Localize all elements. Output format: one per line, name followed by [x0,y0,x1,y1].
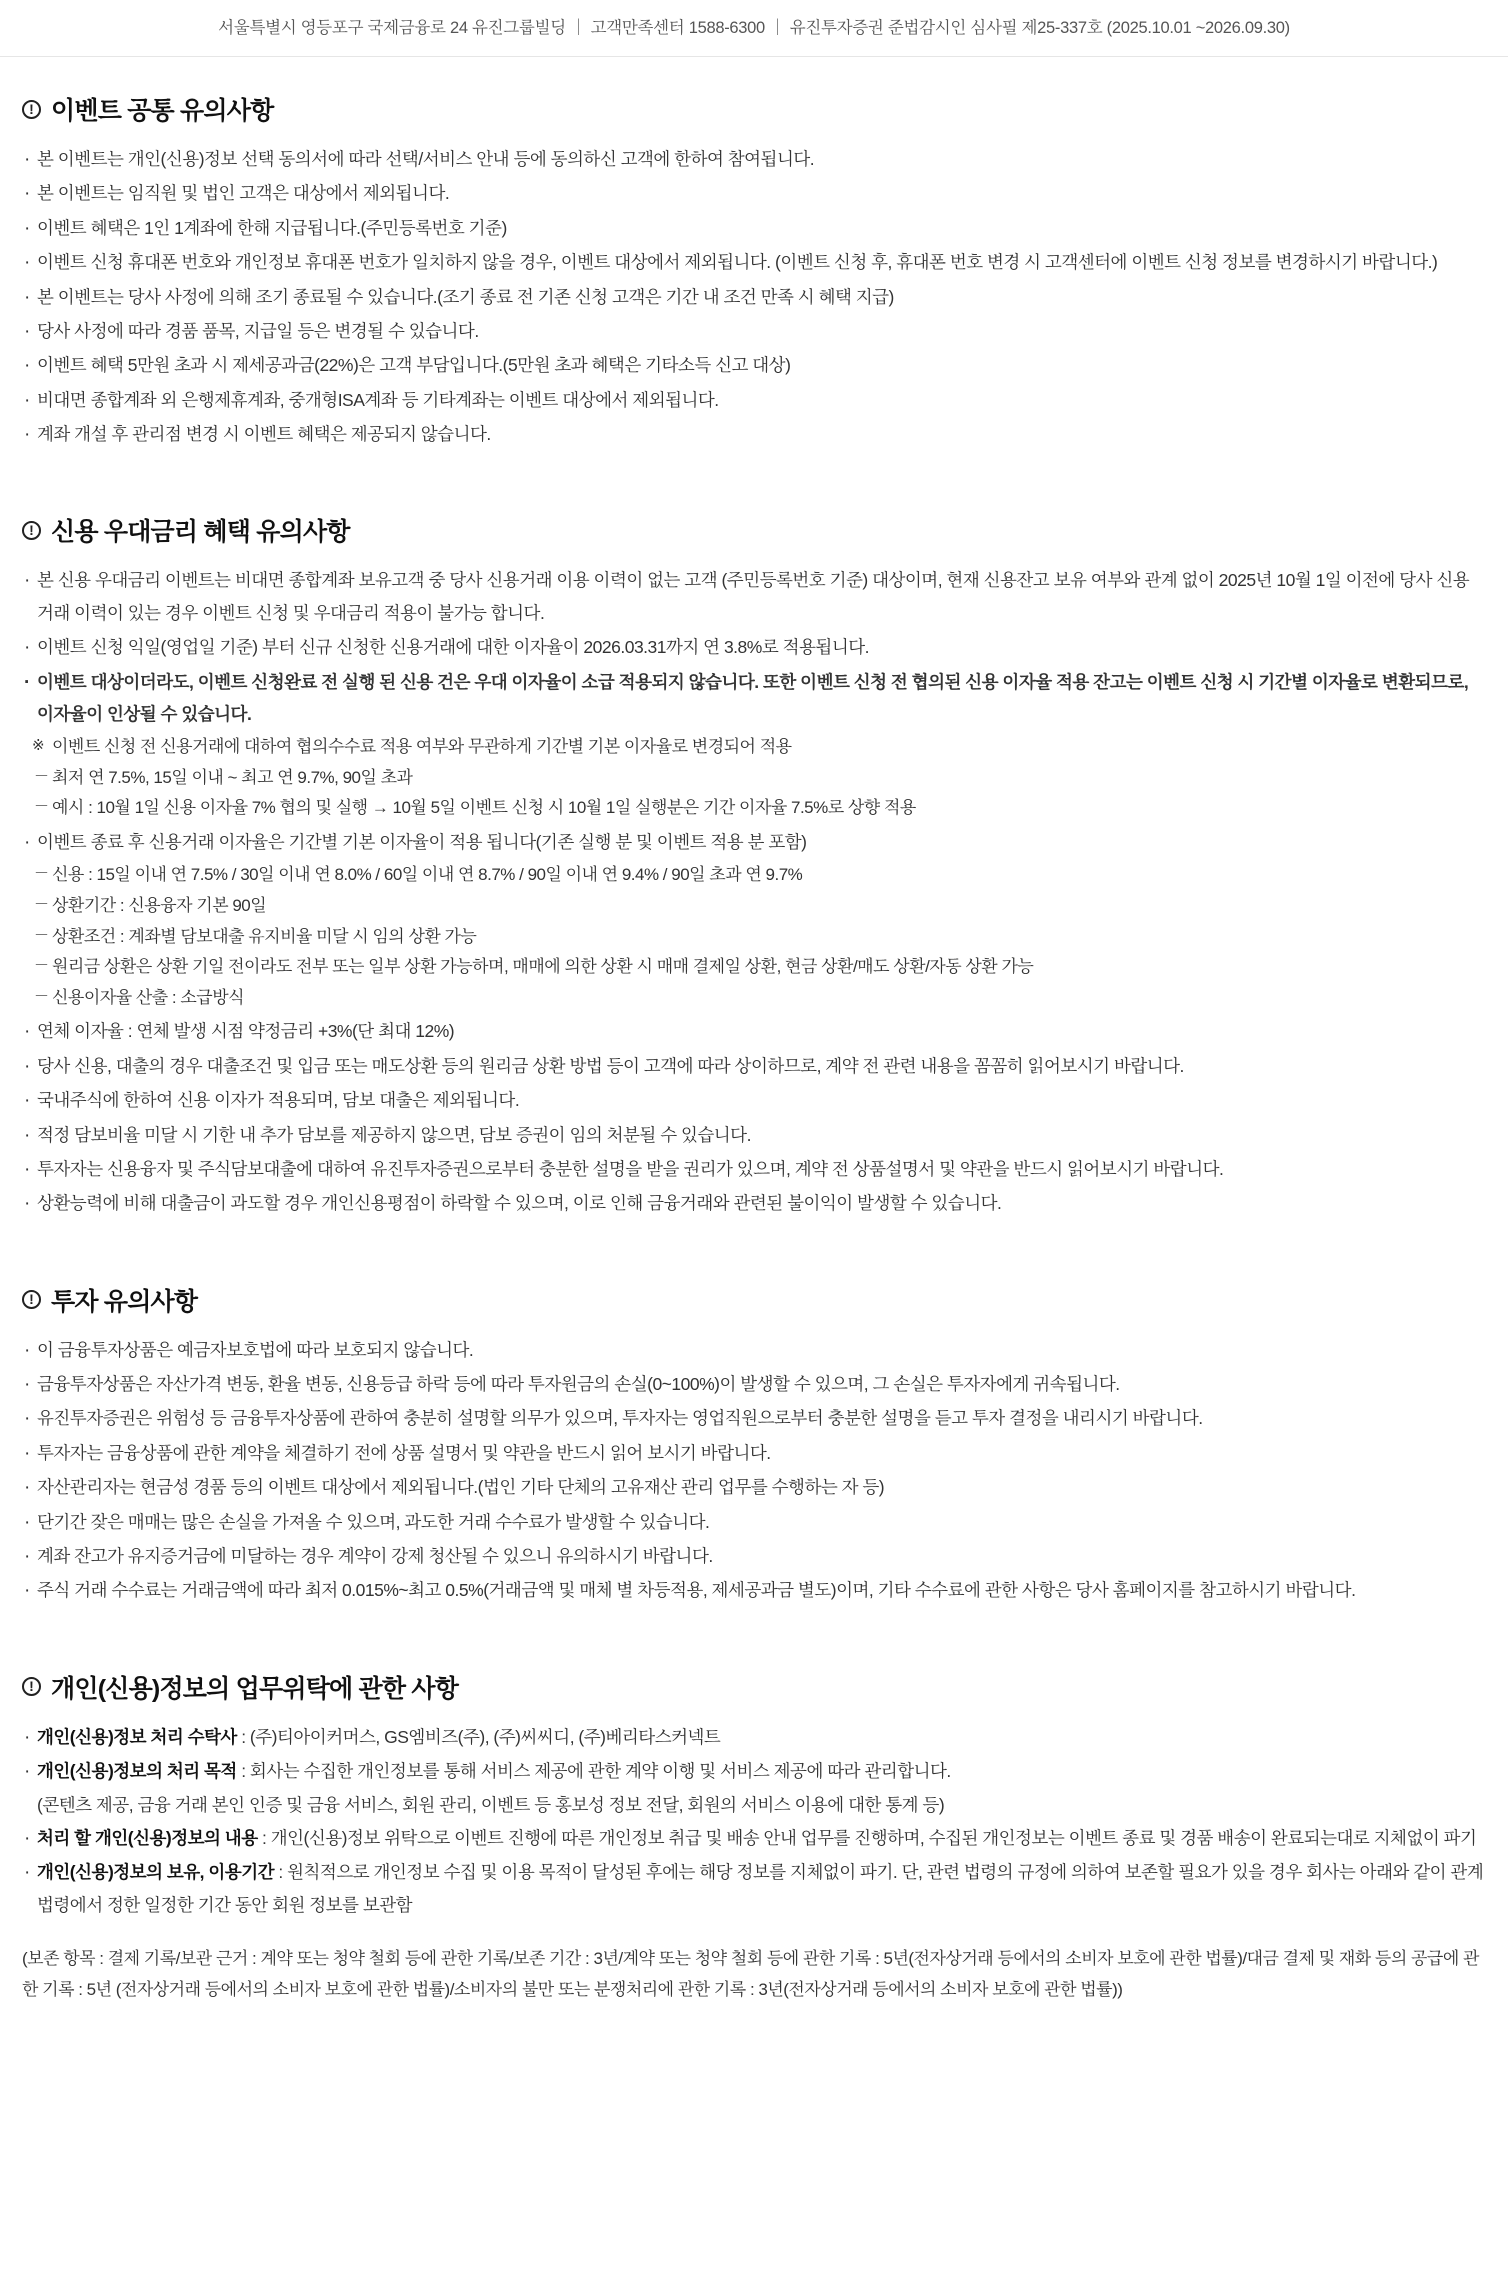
company-legal-bar: 서울특별시 영등포구 국제금융로 24 유진그룹빌딩 ｜ 고객만족센터 1588-6300 ｜ 유진투자증권 준법감시인 심사필 제25-337호 (2025.10.01 ~2026.09.30) [0,0,1508,57]
sub-list-item: － 신용 : 15일 이내 연 7.5% / 30일 이내 연 8.0% / 60일 이내 연 8.7% / 90일 이내 연 9.4% / 90일 초과 연 9.7% [40,860,1486,891]
notice-list-privacy-2 [22,1822,1486,1921]
list-item: · 본 이벤트는 개인(신용)정보 선택 동의서에 따라 선택/서비스 안내 등에 동의하신 고객에 한하여 참여됩니다. [22,143,1486,175]
item-lead: 개인(신용)정보의 보유, 이용기간 [37,1862,275,1883]
sub-list-item: ※ 이벤트 신청 전 신용거래에 대하여 협의수수료 적용 여부와 무관하게 기간별 기본 이자율로 변경되어 적용 [40,732,1486,763]
sub-list-item: － 상환조건 : 계좌별 담보대출 유지비율 미달 시 임의 상환 가능 [40,922,1486,953]
section-header [22,91,1486,127]
list-item: · 금융투자상품은 자산가격 변동, 환율 변동, 신용등급 하락 등에 따라 투자원금의 손실(0~100%)이 발생할 수 있으며, 그 손실은 투자자에게 귀속됩니다. [22,1368,1486,1400]
list-item: · 당사 신용, 대출의 경우 대출조건 및 입금 또는 매도상환 등의 원리금 상환 방법 등이 고객에 따라 상이하므로, 계약 전 관련 내용을 꼼꼼히 읽어보시기 바랍니다. [22,1050,1486,1082]
list-item: · 국내주식에 한하여 신용 이자가 적용되며, 담보 대출은 제외됩니다. [22,1084,1486,1116]
exclamation-icon: ! [22,521,41,540]
list-item: · 자산관리자는 현금성 경품 등의 이벤트 대상에서 제외됩니다.(법인 기타 단체의 고유재산 관리 업무를 수행하는 자 등) [22,1471,1486,1503]
list-item: · 유진투자증권은 위험성 등 금융투자상품에 관하여 충분히 설명할 의무가 있으며, 투자자는 영업직원으로부터 충분한 설명을 듣고 투자 결정을 내리시기 바랍니다. [22,1402,1486,1434]
notice-list-credit-2 [22,826,1486,858]
list-item: · 본 이벤트는 당사 사정에 의해 조기 종료될 수 있습니다.(조기 종료 전 기존 신청 고객은 기간 내 조건 만족 시 혜택 지급) [22,281,1486,313]
list-item: · 단기간 잦은 매매는 많은 손실을 가져올 수 있으며, 과도한 거래 수수료가 발생할 수 있습니다. [22,1506,1486,1538]
list-item [22,1755,1486,1787]
section-title: 개인(신용)정보의 업무위탁에 관한 사항 [51,1674,459,1703]
list-item: · 본 신용 우대금리 이벤트는 비대면 종합계좌 보유고객 중 당사 신용거래 이용 이력이 없는 고객 (주민등록번호 기준) 대상이며, 현재 신용잔고 보유 여부와 관계 없이 2025년 10월 1일 이전에 당사 신용 거래 이력이 있는 경우 이벤트 신청 및 우대금리 적용이 불가능 합니다. [22,564,1486,629]
section-header [22,1282,1486,1318]
notice-list-credit-3 [22,1015,1486,1219]
sub-list-item: － 최저 연 7.5%, 15일 이내 ~ 최고 연 9.7%, 90일 초과 [40,763,1486,794]
section-common-notice [0,91,1508,450]
list-item: · 당사 사정에 따라 경품 품목, 지급일 등은 변경될 수 있습니다. [22,315,1486,347]
item-body: : 회사는 수집한 개인정보를 통해 서비스 제공에 관한 계약 이행 및 서비스 제공에 따라 관리합니다. [236,1761,951,1781]
section-credit-rate-notice [0,512,1508,1219]
item-lead: 처리 할 개인(신용)정보의 내용 [37,1827,258,1848]
list-item: · 이벤트 혜택은 1인 1계좌에 한해 지급됩니다.(주민등록번호 기준) [22,212,1486,244]
item-lead: 개인(신용)정보 처리 수탁사 [37,1726,237,1747]
list-item: · 이벤트 신청 익일(영업일 기준) 부터 신규 신청한 신용거래에 대한 이자율이 2026.03.31까지 연 3.8%로 적용됩니다. [22,631,1486,663]
credit-sub-list-1 [22,732,1486,824]
notice-list-privacy [22,1721,1486,1788]
list-item [22,1822,1486,1854]
section-header [22,1669,1486,1705]
list-item: · 계좌 개설 후 관리점 변경 시 이벤트 혜택은 제공되지 않습니다. [22,418,1486,450]
exclamation-icon: ! [22,1290,41,1309]
list-item: · 이벤트 종료 후 신용거래 이자율은 기간별 기본 이자율이 적용 됩니다(기존 실행 분 및 이벤트 적용 분 포함) [22,826,1486,858]
list-item: · 주식 거래 수수료는 거래금액에 따라 최저 0.015%~최고 0.5%(거래금액 및 매체 별 차등적용, 제세공과금 별도)이며, 기타 수수료에 관한 사항은 당사 홈페이지를 참고하시기 바랍니다. [22,1574,1486,1606]
list-item: · 이 금융투자상품은 예금자보호법에 따라 보호되지 않습니다. [22,1334,1486,1366]
item-body: : (주)티아이커머스, GS엠비즈(주), (주)씨씨디, (주)베리타스커넥트 [236,1726,721,1747]
notice-list-credit [22,564,1486,730]
list-item: · 계좌 잔고가 유지증거금에 미달하는 경우 계약이 강제 청산될 수 있으니 유의하시기 바랍니다. [22,1540,1486,1572]
list-item: · 투자자는 신용융자 및 주식담보대출에 대하여 유진투자증권으로부터 충분한 설명을 받을 권리가 있으며, 계약 전 상품설명서 및 약관을 반드시 읽어보시기 바랍니다. [22,1153,1486,1185]
list-item [22,1856,1486,1921]
list-item-highlight: · 이벤트 대상이더라도, 이벤트 신청완료 전 실행 된 신용 건은 우대 이자율이 소급 적용되지 않습니다. 또한 이벤트 신청 전 협의된 신용 이자율 적용 잔고는 이벤트 신청 시 기간별 이자율로 변환되므로, 이자율이 인상될 수 있습니다. [22,666,1486,731]
sub-list-item: － 예시 : 10월 1일 신용 이자율 7% 협의 및 실행 → 10월 5일 이벤트 신청 시 10월 1일 실행분은 기간 이자율 7.5%로 상향 적용 [40,793,1486,824]
notice-list-common [22,143,1486,450]
list-item: · 연체 이자율 : 연체 발생 시점 약정금리 +3%(단 최대 12%) [22,1015,1486,1047]
retention-footnote: (보존 항목 : 결제 기록/보관 근거 : 계약 또는 청약 철회 등에 관한 기록/보존 기간 : 3년/계약 또는 청약 철회 등에 관한 기록 : 5년(전자상거래 등에서의 소비자 보호에 관한 법률)/대금 결제 및 재화 등의 공급에 관한 기록 : 5년 (전자상거래 등에서의 소비자 보호에 관한 법률)/소비자의 불만 또는 분쟁처리에 관한 기록 : 3년(전자상거래 등에서의 소비자 보호에 관한 법률)) [22,1948,1479,2000]
item-body: : 개인(신용)정보 위탁으로 이벤트 진행에 따른 개인정보 취급 및 배송 안내 업무를 진행하며, 수집된 개인정보는 이벤트 종료 및 경품 배송이 완료되는대로 지체없이 파기 [257,1827,1477,1848]
exclamation-icon: ! [22,100,41,119]
list-item: · 상환능력에 비해 대출금이 과도할 경우 개인신용평점이 하락할 수 있으며, 이로 인해 금융거래와 관련된 불이익이 발생할 수 있습니다. [22,1187,1486,1219]
list-item: · 적정 담보비율 미달 시 기한 내 추가 담보를 제공하지 않으면, 담보 증권이 임의 처분될 수 있습니다. [22,1119,1486,1151]
list-item: · 비대면 종합계좌 외 은행제휴계좌, 중개형ISA계좌 등 기타계좌는 이벤트 대상에서 제외됩니다. [22,384,1486,416]
section-title: 신용 우대금리 혜택 유의사항 [51,518,350,547]
list-item: · 이벤트 혜택 5만원 초과 시 제세공과금(22%)은 고객 부담입니다.(5만원 초과 혜택은 기타소득 신고 대상) [22,349,1486,381]
section-header [22,512,1486,548]
section-title: 투자 유의사항 [51,1287,198,1316]
exclamation-icon: ! [22,1677,41,1696]
credit-sub-list-2 [22,860,1486,1013]
sub-list-item: － 상환기간 : 신용융자 기본 90일 [40,891,1486,922]
list-item: · 본 이벤트는 임직원 및 법인 고객은 대상에서 제외됩니다. [22,177,1486,209]
sub-list-item: － 원리금 상환은 상환 기일 전이라도 전부 또는 일부 상환 가능하며, 매매에 의한 상환 시 매매 결제일 상환, 현금 상환/매도 상환/자동 상환 가능 [40,952,1486,983]
list-item [22,1721,1486,1753]
sub-list-item: － 신용이자율 산출 : 소급방식 [40,983,1486,1014]
list-item: · 투자자는 금융상품에 관한 계약을 체결하기 전에 상품 설명서 및 약관을 반드시 읽어 보시기 바랍니다. [22,1437,1486,1469]
section-privacy-outsourcing [0,1669,1508,1921]
section-investment-notice [0,1282,1508,1607]
list-item: · 이벤트 신청 휴대폰 번호와 개인정보 휴대폰 번호가 일치하지 않을 경우, 이벤트 대상에서 제외됩니다. (이벤트 신청 후, 휴대폰 번호 변경 시 고객센터에 이벤트 신청 정보를 변경하시기 바랍니다.) [22,246,1486,278]
item-lead: 개인(신용)정보의 처리 목적 [37,1761,237,1781]
section-title: 이벤트 공통 유의사항 [51,97,274,125]
privacy-purpose-continuation: (콘텐츠 제공, 금융 거래 본인 인증 및 금융 서비스, 회원 관리, 이벤트 등 홍보성 정보 전달, 회원의 서비스 이용에 대한 통계 등) [37,1795,945,1816]
item-body: : 원칙적으로 개인정보 수집 및 이용 목적이 달성된 후에는 해당 정보를 지체없이 파기. 단, 관련 법령의 규정에 의하여 보존할 필요가 있을 경우 회사는 아래와 같이 관계 법령에서 정한 일정한 기간 동안 회원 정보를 보관함 [37,1862,1484,1915]
notice-list-investment [22,1334,1486,1607]
